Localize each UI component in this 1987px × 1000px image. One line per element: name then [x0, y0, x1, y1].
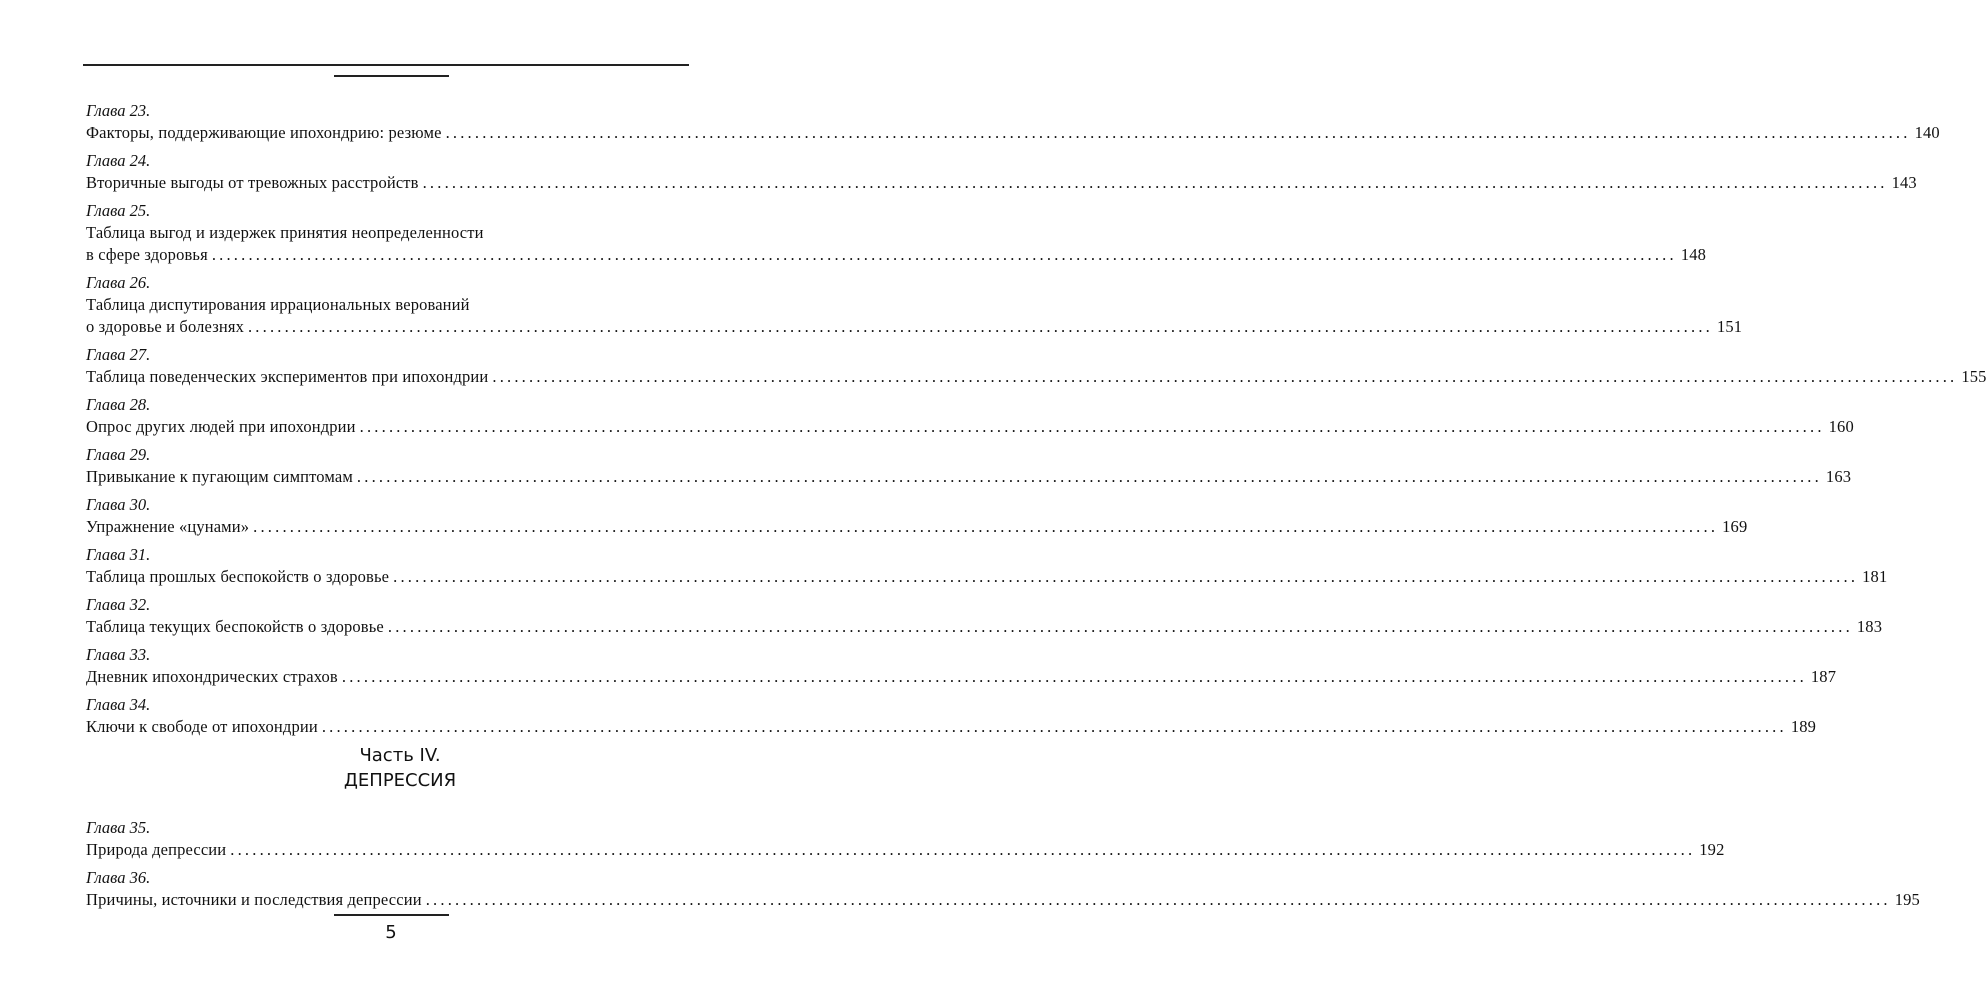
- chapter-label: Глава 32.: [86, 595, 151, 614]
- page-ref: 192: [1699, 840, 1725, 859]
- toc-entry: [86, 694, 1817, 738]
- dot-leader: ........................................................................................................................................................................................................: [253, 517, 1719, 536]
- page-ref: 181: [1862, 567, 1888, 586]
- chapter-label: Глава 28.: [86, 395, 151, 414]
- toc-line: [86, 294, 678, 316]
- page-ref: 195: [1894, 890, 1920, 909]
- page-ref: 187: [1810, 667, 1837, 686]
- toc-entry: [86, 867, 1920, 911]
- toc-entry: [86, 644, 1837, 688]
- entry-title: Дневник ипохондрических страхов: [86, 667, 338, 686]
- toc-lower: [86, 817, 1920, 917]
- dot-leader: ........................................................................................................................................................................................................: [230, 840, 1696, 859]
- entry-title: Таблица диспутирования иррациональных верований: [86, 295, 470, 314]
- toc-entry: [86, 444, 1852, 488]
- page-ref: 160: [1828, 417, 1854, 436]
- entry-title: Причины, источники и последствия депрессии: [86, 890, 422, 909]
- entry-title: Таблица поведенческих экспериментов при ипохондрии: [86, 367, 489, 386]
- chapter-label: Глава 30.: [86, 495, 151, 514]
- chapter-label: Глава 29.: [86, 445, 151, 464]
- toc-upper: [86, 100, 1987, 744]
- chapter-label: Глава 36.: [86, 868, 151, 887]
- toc-line: [86, 839, 1725, 861]
- page-ref: 189: [1790, 717, 1817, 736]
- dot-leader: ........................................................................................................................................................................................................: [492, 367, 1958, 386]
- entry-title: Вторичные выгоды от тревожных расстройств: [86, 173, 419, 192]
- toc-line: [86, 244, 1707, 266]
- toc-line: [86, 889, 1920, 911]
- toc-line: [86, 172, 1917, 194]
- page-ref: 148: [1680, 245, 1707, 264]
- dot-leader: ........................................................................................................................................................................................................: [425, 890, 1891, 909]
- page-ref: 140: [1914, 123, 1940, 142]
- entry-title: Факторы, поддерживающие ипохондрию: резюме: [86, 123, 442, 142]
- chapter-label: Глава 23.: [86, 101, 151, 120]
- footer-short-rule: [334, 914, 449, 916]
- top-rule: [83, 64, 689, 66]
- toc-entry: [86, 344, 1987, 388]
- toc-line: [86, 566, 1888, 588]
- toc-line: [86, 222, 678, 244]
- page-ref: 183: [1856, 617, 1883, 636]
- chapter-label: Глава 31.: [86, 545, 151, 564]
- toc-entry: [86, 394, 1854, 438]
- entry-title: Привыкание к пугающим симптомам: [86, 467, 353, 486]
- dot-leader: ........................................................................................................................................................................................................: [211, 245, 1677, 264]
- entry-title: о здоровье и болезнях: [86, 317, 244, 336]
- entry-title: в сфере здоровья: [86, 245, 208, 264]
- entry-title: Природа депрессии: [86, 840, 227, 859]
- toc-entry: [86, 150, 1917, 194]
- page-ref: 169: [1722, 517, 1748, 536]
- dot-leader: ........................................................................................................................................................................................................: [356, 467, 1822, 486]
- chapter-label: Глава 35.: [86, 818, 151, 837]
- entry-title: Упражнение «цунами»: [86, 517, 250, 536]
- entry-title: Ключи к свободе от ипохондрии: [86, 717, 318, 736]
- dot-leader: ........................................................................................................................................................................................................: [321, 717, 1787, 736]
- chapter-label: Глава 33.: [86, 645, 151, 664]
- toc-entry: [86, 272, 1743, 338]
- toc-line: [86, 716, 1817, 738]
- chapter-label: Глава 34.: [86, 695, 151, 714]
- page-ref: 151: [1716, 317, 1743, 336]
- toc-entry: [86, 100, 1940, 144]
- part-label: Часть IV.: [359, 745, 441, 766]
- chapter-label: Глава 26.: [86, 273, 151, 292]
- toc-line: [86, 366, 1987, 388]
- entry-title: Таблица выгод и издержек принятия неопределенности: [86, 223, 484, 242]
- page-ref: 143: [1891, 173, 1917, 192]
- toc-line: [86, 122, 1940, 144]
- toc-entry: [86, 594, 1883, 638]
- toc-line: [86, 616, 1883, 638]
- toc-entry: [86, 200, 1707, 266]
- toc-line: [86, 666, 1837, 688]
- dot-leader: ........................................................................................................................................................................................................: [341, 667, 1807, 686]
- chapter-label: Глава 25.: [86, 201, 151, 220]
- part-title: ДЕПРЕССИЯ: [343, 770, 457, 791]
- chapter-label: Глава 27.: [86, 345, 151, 364]
- page-number: 5: [385, 922, 397, 943]
- toc-entry: [86, 544, 1888, 588]
- entry-title: Таблица текущих беспокойств о здоровье: [86, 617, 384, 636]
- dot-leader: ........................................................................................................................................................................................................: [445, 123, 1911, 142]
- toc-line: [86, 516, 1748, 538]
- entry-title: Опрос других людей при ипохондрии: [86, 417, 356, 436]
- toc-entry: [86, 494, 1748, 538]
- header-short-rule: [334, 75, 449, 77]
- dot-leader: ........................................................................................................................................................................................................: [393, 567, 1859, 586]
- entry-title: Таблица прошлых беспокойств о здоровье: [86, 567, 390, 586]
- page-ref: 163: [1825, 467, 1852, 486]
- dot-leader: ........................................................................................................................................................................................................: [359, 417, 1825, 436]
- dot-leader: ........................................................................................................................................................................................................: [387, 617, 1853, 636]
- chapter-label: Глава 24.: [86, 151, 151, 170]
- toc-line: [86, 416, 1854, 438]
- dot-leader: ........................................................................................................................................................................................................: [247, 317, 1713, 336]
- dot-leader: ........................................................................................................................................................................................................: [422, 173, 1888, 192]
- toc-entry: [86, 817, 1725, 861]
- toc-line: [86, 466, 1852, 488]
- page-ref: 155: [1961, 367, 1987, 386]
- toc-line: [86, 316, 1743, 338]
